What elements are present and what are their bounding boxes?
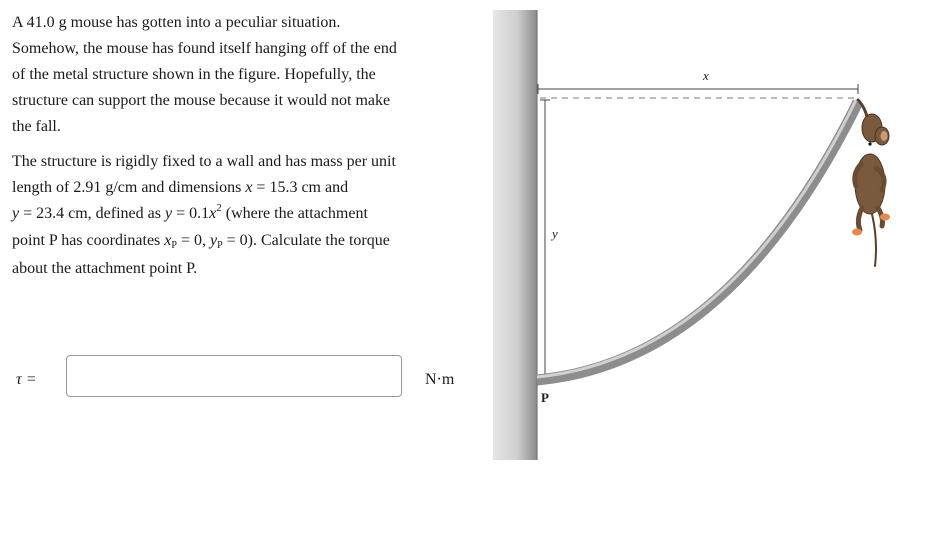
- torque-label: τ =: [16, 371, 37, 388]
- subscript-p: P: [171, 240, 177, 251]
- attachment-point-label: P: [541, 390, 549, 405]
- text-line: of the metal structure shown in the figure. Hopefully, the: [12, 66, 376, 83]
- problem-paragraph-details: [12, 149, 482, 282]
- figure-canvas: [490, 8, 900, 463]
- text-line: about the attachment point P.: [12, 260, 198, 277]
- equation-exponent: 2: [216, 202, 222, 214]
- wall: [493, 10, 537, 460]
- text-line: [12, 201, 482, 228]
- x-dimension: = 15.3 cm and: [252, 179, 349, 196]
- curved-rod: [537, 102, 858, 380]
- y-dimension: = 23.4 cm, defined as: [19, 205, 165, 222]
- xp-value: = 0,: [176, 232, 210, 249]
- structure-figure: [490, 8, 900, 463]
- curved-rod-highlight: [537, 100, 856, 377]
- text-segment: point P has coordinates: [12, 232, 165, 249]
- math-var-xp: x: [164, 232, 172, 249]
- equation-coefficient: = 0.1: [172, 205, 210, 222]
- problem-statement: [12, 10, 482, 282]
- yp-value: = 0). Calculate the torque: [222, 232, 390, 249]
- text-line: Somehow, the mouse has found itself hanging off of the end: [12, 40, 397, 57]
- math-var-yp: y: [209, 232, 218, 249]
- math-var-y: y: [164, 205, 173, 222]
- text-line: the fall.: [12, 118, 61, 135]
- text-line: The structure is rigidly fixed to a wall and has mass per unit: [12, 153, 396, 170]
- text-line: [12, 228, 482, 256]
- x-dimension-label: x: [703, 68, 709, 83]
- problem-paragraph-intro: [12, 10, 482, 140]
- math-var-x: x: [209, 205, 217, 222]
- text-segment: length of 2.91 g/cm and dimensions: [12, 179, 246, 196]
- text-line: A 41.0 g mouse has gotten into a peculiar situation.: [12, 14, 341, 31]
- torque-unit: N·m: [425, 371, 455, 388]
- text-line: [12, 175, 482, 201]
- text-segment: (where the attachment: [221, 205, 368, 222]
- mouse-icon: [852, 100, 890, 266]
- y-dimension-label: y: [552, 226, 558, 241]
- text-line: structure can support the mouse because it would not make: [12, 92, 391, 109]
- subscript-p: P: [217, 240, 223, 251]
- math-var-y: y: [12, 205, 20, 222]
- torque-answer-input[interactable]: [66, 355, 402, 397]
- math-var-x: x: [245, 179, 253, 196]
